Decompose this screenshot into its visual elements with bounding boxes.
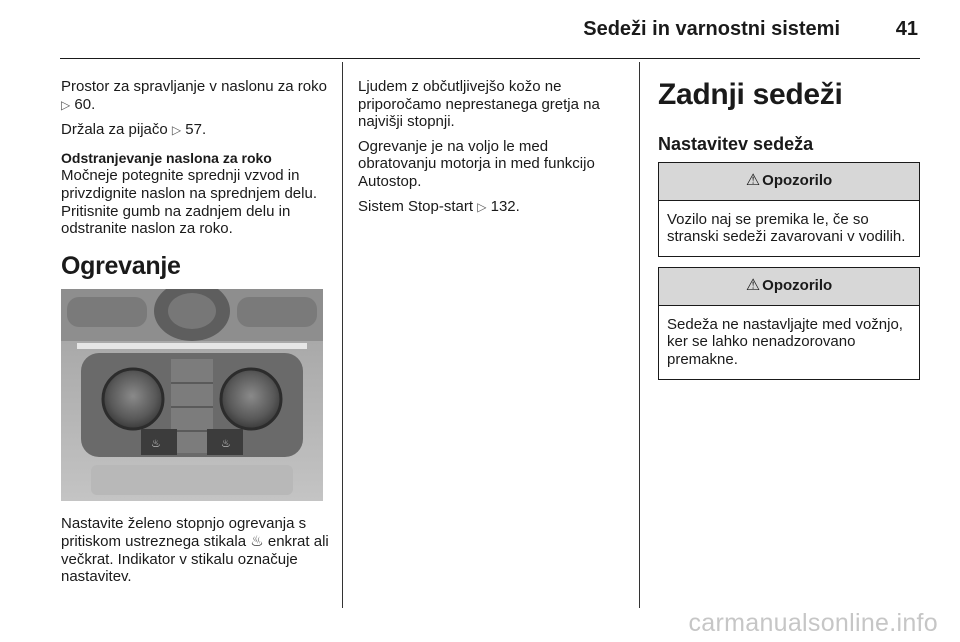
section-heading: Ogrevanje (61, 251, 181, 280)
paragraph: Močneje potegnite sprednji vzvod in privzdignite naslon na sprednjem delu. Pritisnite gumb na zadnjem delu in odstranite naslon za roko. (61, 167, 317, 238)
reference-arrow-icon: ▷ (61, 97, 71, 112)
page-header (60, 0, 920, 59)
seat-heating-icon: ♨ (250, 532, 264, 550)
chapter-title: Sedeži in varnostni sistemi (583, 18, 840, 40)
warning-triangle-icon: ⚠ (745, 277, 761, 295)
reference-arrow-icon: ▷ (171, 123, 182, 138)
subheading: Nastavitev sedeža (658, 134, 814, 154)
warning-text: Vozilo naj se premika le, če so stranski sedeži zavarovani v vodilih. (667, 210, 906, 246)
watermark: carmanualsonline.info (688, 609, 938, 637)
paragraph: Nastavite želeno stopnjo ogrevanja s pritiskom ustreznega stikala ♨ enkrat ali večkrat. Indikator v stikalu označuje nastavitev. (61, 515, 329, 586)
page-number: 41 (895, 18, 918, 40)
heating-controls-photo (61, 289, 323, 501)
svg-text:♨: ♨ (151, 437, 161, 451)
warning-header: ⚠ Opozorilo (659, 163, 919, 201)
column-separator (639, 62, 640, 608)
warning-triangle-icon: ⚠ (745, 172, 761, 190)
column-separator (342, 62, 343, 608)
warning-header: ⚠ Opozorilo (659, 268, 919, 306)
paragraph: Ogrevanje je na voljo le med obratovanju motorja in med funkcijo Autostop. (358, 137, 595, 190)
section-heading: Zadnji sedeži (658, 78, 843, 111)
paragraph: Prostor za spravljanje v naslonu za roko ▷ 60. (61, 78, 327, 113)
paragraph: Sistem Stop-start ▷ 132. (358, 197, 520, 215)
warning-box (658, 267, 920, 380)
column-2 (358, 78, 630, 223)
warning-text: Sedeža ne nastavljajte med vožnjo, ker se lahko nenadzorovano premakne. (667, 315, 903, 368)
column-3 (658, 78, 920, 390)
paragraph: Ljudem z občutljivejšo kožo ne priporočamo neprestanega gretja na najvišji stopnji. (358, 78, 600, 131)
svg-text:♨: ♨ (221, 437, 231, 451)
subheading: Odstranjevanje naslona za roko (61, 149, 272, 166)
reference-arrow-icon: ▷ (477, 199, 487, 214)
column-1 (61, 78, 329, 593)
paragraph: Držala za pijačo ▷ 57. (61, 121, 207, 139)
warning-box (658, 162, 920, 257)
